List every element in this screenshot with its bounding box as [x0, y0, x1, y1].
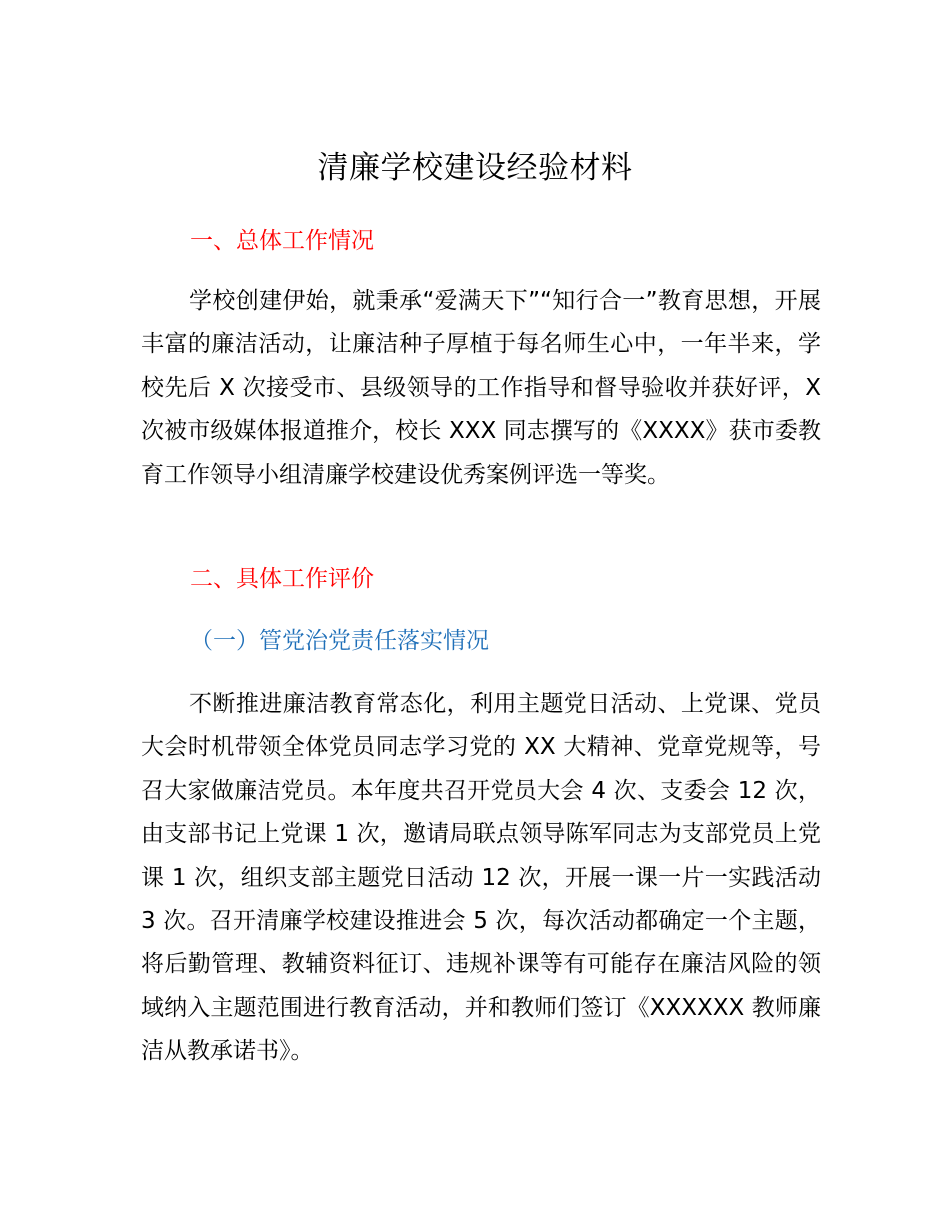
section-paragraph-overall: 学校创建伊始，就秉承“爱满天下”“知行合一”教育思想，开展丰富的廉洁活动，让廉洁种子厚植于每名师生心中，一年半来，学校先后 X 次接受市、县级领导的工作指导和督导验收并获好评，X 次被市级媒体报道推介，校长 XXX 同志撰写的《XXXX》获市委教育工作领导小组清廉学校建设优秀案例评选一等奖。: [141, 288, 821, 488]
section-heading-evaluation: 二、具体工作评价: [190, 566, 374, 592]
subsection-heading-party-responsibility: （一）管党治党责任落实情况: [190, 628, 489, 654]
subsection-paragraph-party-responsibility: 不断推进廉洁教育常态化，利用主题党日活动、上党课、党员大会时机带领全体党员同志学习党的 XX 大精神、党章党规等，号召大家做廉洁党员。本年度共召开党员大会 4 次、支委会 12 次，由支部书记上党课 1 次，邀请局联点领导陈军同志为支部党员上党课 1 次，组织支部主题党日活动 12 次，开展一课一片一实践活动 3 次。召开清廉学校建设推进会 5 次，每次活动都确定一个主题，将后勤管理、教辅资料征订、违规补课等有可能存在廉洁风险的领域纳入主题范围进行教育活动，并和教师们签订《XXXXXX 教师廉洁从教承诺书》。: [141, 691, 821, 1065]
section-heading-overall: 一、总体工作情况: [190, 228, 374, 254]
document-title: 清廉学校建设经验材料: [317, 150, 633, 186]
